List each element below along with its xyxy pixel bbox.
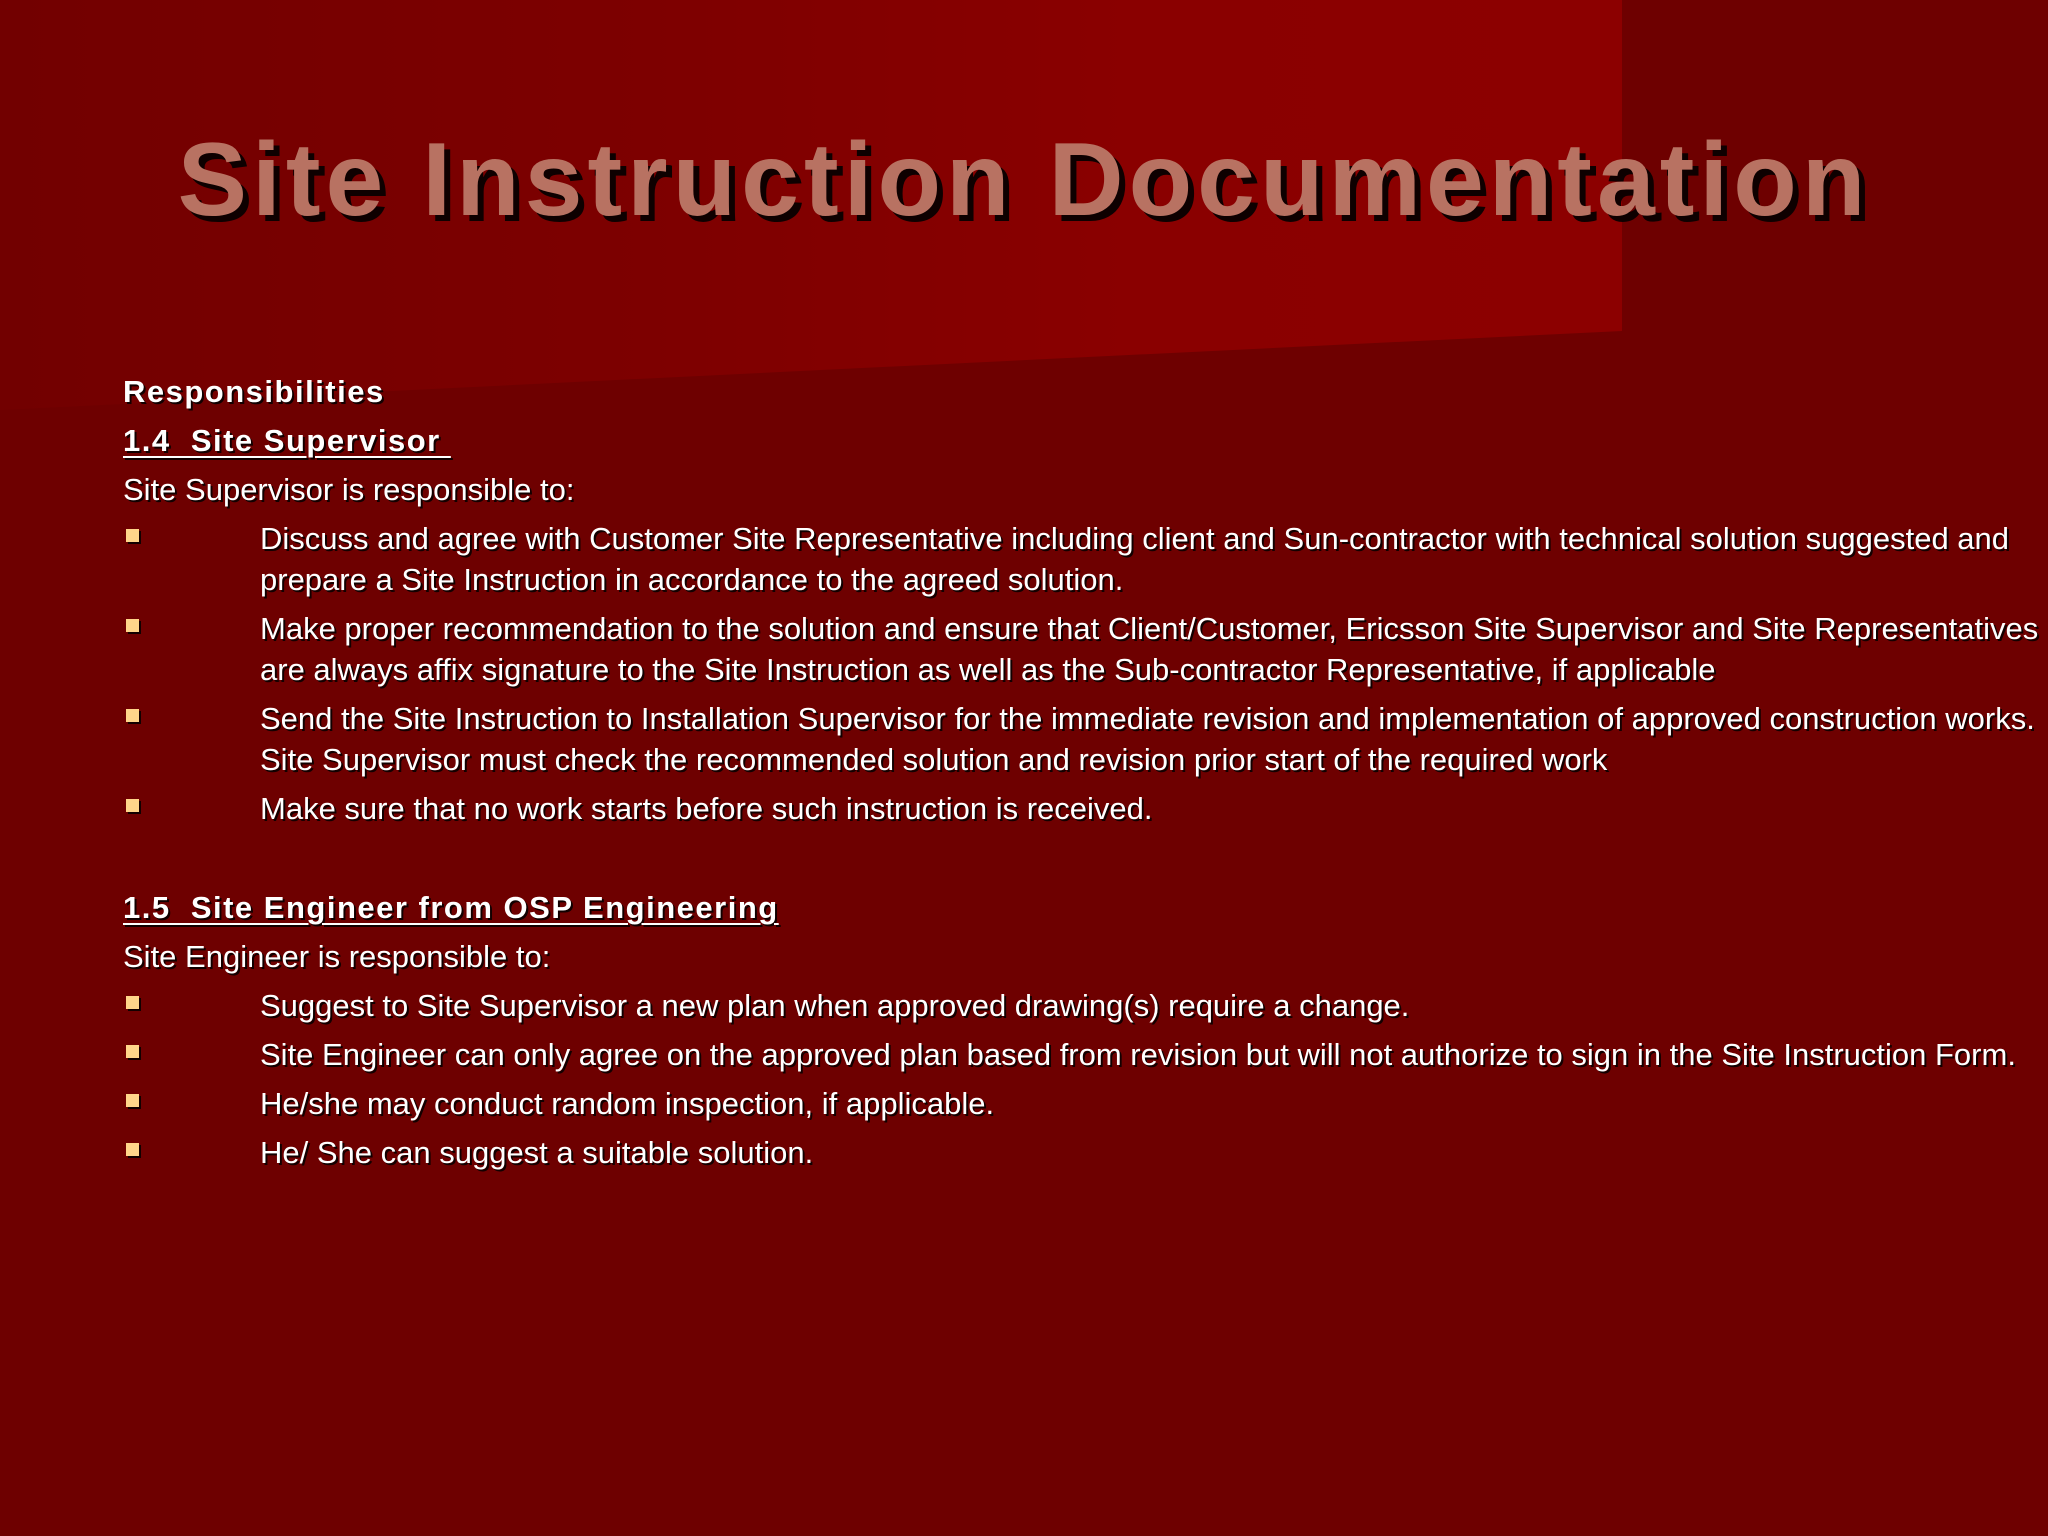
- bullet-list-site-engineer: [123, 985, 2016, 1173]
- section-spacer: [123, 837, 1923, 887]
- bullet-list-site-supervisor: [123, 518, 2039, 829]
- list-item: [123, 608, 2048, 690]
- square-bullet-icon: [126, 996, 139, 1009]
- bullet-text: Suggest to Site Supervisor a new plan when approved drawing(s) require a change.: [260, 988, 1410, 1023]
- section-intro-site-supervisor: Site Supervisor is responsible to:: [123, 472, 575, 507]
- bullet-text: Discuss and agree with Customer Site Representative including client and Sun-contractor with technical solution suggested and prepare a Site Instruction in accordance to the agreed solution.: [260, 521, 2010, 597]
- bullet-text: He/she may conduct random inspection, if applicable.: [260, 1086, 995, 1121]
- bullet-text: Site Engineer can only agree on the approved plan based from revision but will not authorize to sign in the Site Instruction Form.: [260, 1037, 2016, 1072]
- bullet-text: Send the Site Instruction to Installation Supervisor for the immediate revision and implementation of approved construction works. Site Supervisor must check the recommended solution and revision prior start of the required work: [260, 701, 2035, 777]
- responsibilities-heading: Responsibilities: [123, 374, 385, 409]
- list-item: [123, 1083, 2048, 1124]
- list-item: [123, 985, 2048, 1026]
- square-bullet-icon: [126, 1094, 139, 1107]
- bullet-text: Make sure that no work starts before such instruction is received.: [260, 791, 1153, 826]
- square-bullet-icon: [126, 1143, 139, 1156]
- list-item: [123, 1034, 2048, 1075]
- section-heading-site-engineer: 1.5 Site Engineer from OSP Engineering: [123, 890, 779, 925]
- square-bullet-icon: [126, 619, 139, 632]
- square-bullet-icon: [126, 1045, 139, 1058]
- slide-content: [123, 371, 2039, 1181]
- section-heading-site-supervisor: 1.4 Site Supervisor: [123, 423, 451, 458]
- square-bullet-icon: [126, 529, 139, 542]
- slide-title: Site Instruction Documentation: [177, 122, 1871, 238]
- list-item: [123, 788, 2048, 829]
- square-bullet-icon: [126, 709, 139, 722]
- list-item: [123, 518, 2048, 600]
- bullet-text: Make proper recommendation to the solution and ensure that Client/Customer, Ericsson Site Supervisor and Site Representatives are always affix signature to the Site Instruction as well as the Sub-contractor Representative, if applicable: [260, 611, 2039, 687]
- section-intro-site-engineer: Site Engineer is responsible to:: [123, 939, 551, 974]
- bullet-text: He/ She can suggest a suitable solution.: [260, 1135, 814, 1170]
- square-bullet-icon: [126, 799, 139, 812]
- list-item: [123, 1132, 2048, 1173]
- list-item: [123, 698, 2048, 780]
